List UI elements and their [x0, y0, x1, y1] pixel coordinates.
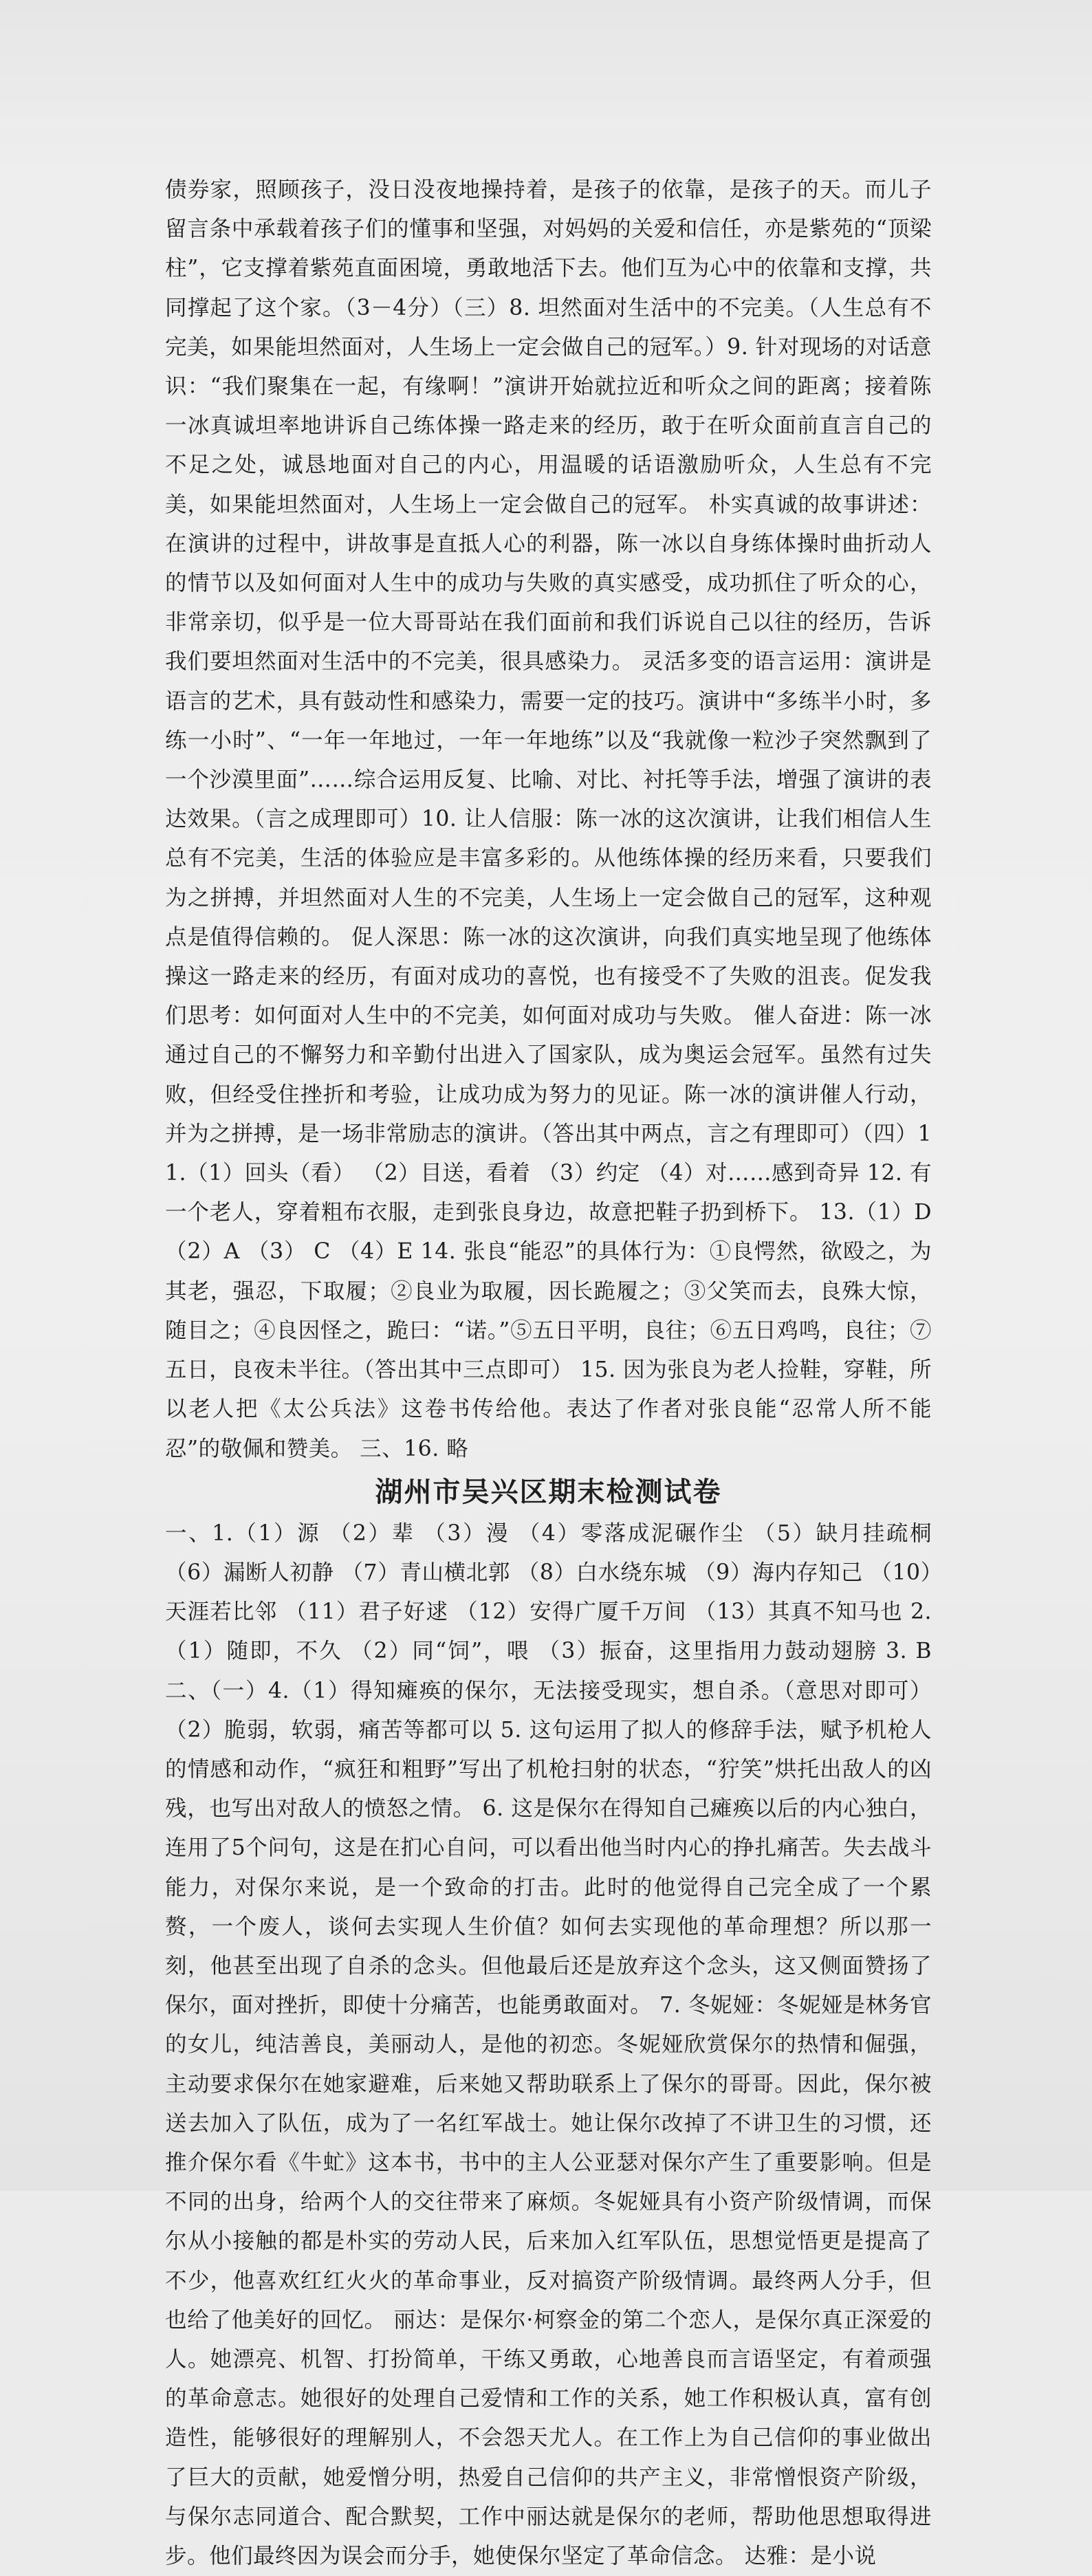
exam-title: 湖州市吴兴区期末检测试卷 [375, 1476, 722, 1508]
answer-section-previous: 债券家，照顾孩子，没日没夜地操持着，是孩子的依靠，是孩子的天。而儿子留言条中承载着孩子们的懂事和坚强，对妈妈的关爱和信任，亦是紫苑的“顶梁柱”，它支撑着紫苑直面困境，勇敢地活下去。他们互为心中的依靠和支撑，共同撑起了这个家。（3－4分）（三）8. 坦然面对生活中的不完美。（人生总有不完美，如果能坦然面对，人生场上一定会做自己的冠军。）9. 针对现场的对话意识：“我们聚集在一起，有缘啊！”演讲开始就拉近和听众之间的距离；接着陈一冰真诚坦率地讲诉自己练体操一路走来的经历，敢于在听众面前直言自己的不足之处，诚恳地面对自己的内心，用温暖的话语激励听众，人生总有不完美，如果能坦然面对，人生场上一定会做自己的冠军。 朴实真诚的故事讲述：在演讲的过程中，讲故事是直抵人心的利器，陈一冰以自身练体操时曲折动人的情节以及如何面对人生中的成功与失败的真实感受，成功抓住了听众的心，非常亲切，似乎是一位大哥哥站在我们面前和我们诉说自己以往的经历，告诉我们要坦然面对生活中的不完美，很具感染力。 灵活多变的语言运用：演讲是语言的艺术，具有鼓动性和感染力，需要一定的技巧。演讲中“多练半小时，多练一小时”、“一年一年地过，一年一年地练”以及“我就像一粒沙子突然飘到了一个沙漠里面”……综合运用反复、比喻、对比、衬托等手法，增强了演讲的表达效果。（言之成理即可）10. 让人信服：陈一冰的这次演讲，让我们相信人生总有不完美，生活的体验应是丰富多彩的。从他练体操的经历来看，只要我们为之拼搏，并坦然面对人生的不完美，人生场上一定会做自己的冠军，这种观点是值得信赖的。 促人深思：陈一冰的这次演讲，向我们真实地呈现了他练体操这一路走来的经历，有面对成功的喜悦，也有接受不了失败的沮丧。促发我们思考：如何面对人生中的不完美，如何面对成功与失败。 催人奋进：陈一冰通过自己的不懈努力和辛勤付出进入了国家队，成为奥运会冠军。虽然有过失败，但经受住挫折和考验，让成功成为努力的见证。陈一冰的演讲催人行动，并为之拼搏，是一场非常励志的演讲。（答出其中两点，言之有理即可）（四）11.（1）回头（看） （2）目送，看着 （3）约定 （4）对……感到奇异 12. 有一个老人，穿着粗布衣服，走到张良身边，故意把鞋子扔到桥下。 13.（1）D （2）A （3） C （4）E 14. 张良“能忍”的具体行为：①良愕然，欲殴之，为其老，强忍，下取履；②良业为取履，因长跪履之；③父笑而去，良殊大惊，随目之；④良因怪之，跪曰：“诺。”⑤五日平明，良往；⑥五日鸡鸣，良往；⑦五日，良夜未半往。（答出其中三点即可） 15. 因为张良为老人捡鞋，穿鞋，所以老人把《太公兵法》这卷书传给他。表达了作者对张良能“忍常人所不能忍”的敬佩和赞美。 三、16. 略 [165, 177, 932, 1461]
text-column [165, 171, 932, 2576]
answer-section-huzhou-wuxing: 一、1.（1）源 （2）辈 （3）漫 （4）零落成泥碾作尘 （5）缺月挂疏桐 （6）漏断人初静 （7）青山横北郭 （8）白水绕东城 （9）海内存知己 （10）天涯若比邻 （11）君子好逑 （12）安得广厦千万间 （13）其真不知马也 2.（1）随即，不久 （2）同“饲”，喂 （3）振奋，这里指用力鼓动翅膀 3. B 二、（一）4.（1）得知瘫痪的保尔，无法接受现实，想自杀。（意思对即可） （2）脆弱，软弱，痛苦等都可以 5. 这句运用了拟人的修辞手法，赋予机枪人的情感和动作，“疯狂和粗野”写出了机枪扫射的状态，“狞笑”烘托出敌人的凶残，也写出对敌人的愤怒之情。 6. 这是保尔在得知自己瘫痪以后的内心独白，连用了5个问句，这是在扪心自问，可以看出他当时内心的挣扎痛苦。失去战斗能力，对保尔来说，是一个致命的打击。此时的他觉得自己完全成了一个累赘，一个废人，谈何去实现人生价值？如何去实现他的革命理想？所以那一刻，他甚至出现了自杀的念头。但他最后还是放弃这个念头，这又侧面赞扬了保尔，面对挫折，即使十分痛苦，也能勇敢面对。 7. 冬妮娅：冬妮娅是林务官的女儿，纯洁善良，美丽动人，是他的初恋。冬妮娅欣赏保尔的热情和倔强，主动要求保尔在她家避难，后来她又帮助联系上了保尔的哥哥。因此，保尔被送去加入了队伍，成为了一名红军战士。她让保尔改掉了不讲卫生的习惯，还推介保尔看《牛虻》这本书，书中的主人公亚瑟对保尔产生了重要影响。但是不同的出身，给两个人的交往带来了麻烦。冬妮娅具有小资产阶级情调，而保尔从小接触的都是朴实的劳动人民，后来加入红军队伍，思想觉悟更是提高了不少，他喜欢红红火火的革命事业，反对搞资产阶级情调。最终两人分手，但也给了他美好的回忆。 丽达：是保尔·柯察金的第二个恋人，是保尔真正深爱的人。她漂亮、机智、打扮简单，干练又勇敢，心地善良而言语坚定，有着顽强的革命意志。她很好的处理自己爱情和工作的关系，她工作积极认真，富有创造性，能够很好的理解别人，不会怨天尤人。在工作上为自己信仰的事业做出了巨大的贡献，她爱憎分明，热爱自己信仰的共产主义，非常憎恨资产阶级，与保尔志同道合、配合默契，工作中丽达就是保尔的老师，帮助他思想取得进步。他们最终因为误会而分手，她使保尔坚定了革命信念。 达雅：是小说 [165, 1520, 932, 2568]
